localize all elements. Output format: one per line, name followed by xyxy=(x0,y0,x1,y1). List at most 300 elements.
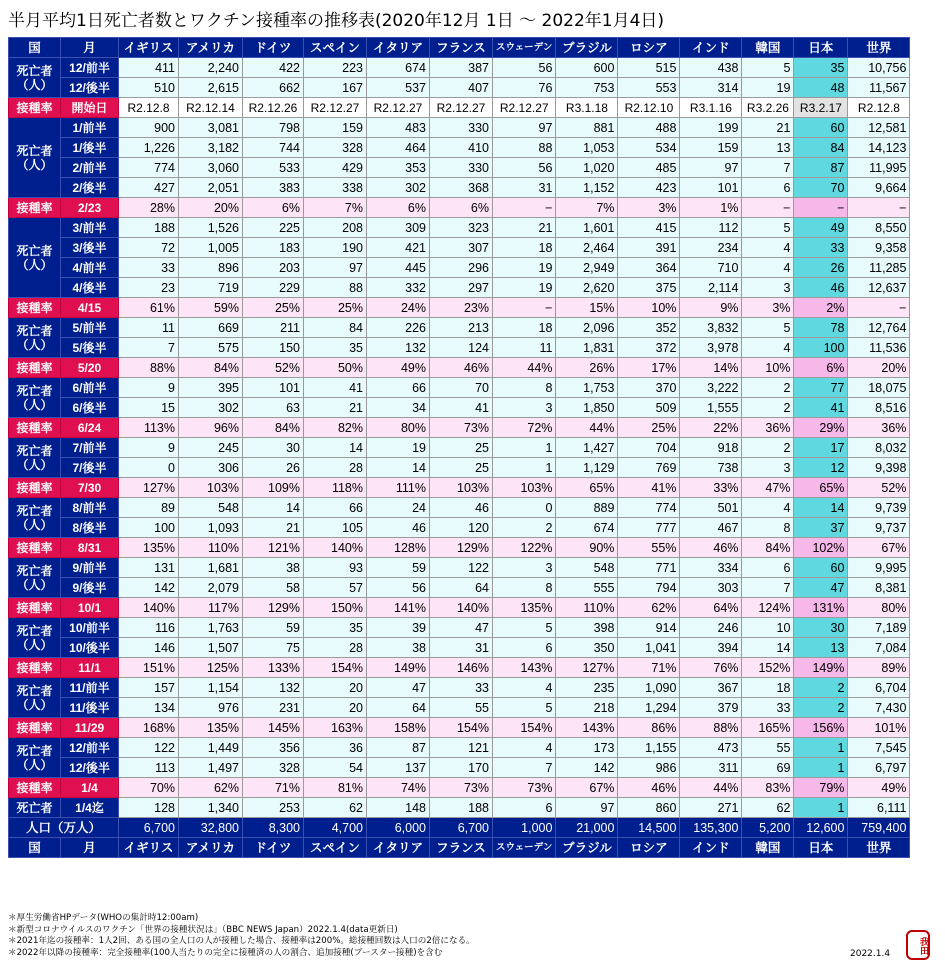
value-cell: 149% xyxy=(367,658,430,678)
value-cell: 156% xyxy=(794,718,848,738)
value-cell: 6% xyxy=(243,198,304,218)
value-cell: 188 xyxy=(119,218,179,238)
value-cell: 744 xyxy=(243,138,304,158)
header-country-name: スペイン xyxy=(304,38,367,58)
value-cell: 662 xyxy=(243,78,304,98)
value-cell: 1 xyxy=(794,758,848,778)
value-cell: 131 xyxy=(119,558,179,578)
value-cell: 2 xyxy=(742,398,794,418)
value-cell: 297 xyxy=(430,278,493,298)
value-cell: 165% xyxy=(742,718,794,738)
value-cell: 1,129 xyxy=(556,458,618,478)
value-cell: 423 xyxy=(618,178,680,198)
value-cell: 62 xyxy=(304,798,367,818)
value-cell: 2 xyxy=(742,378,794,398)
value-cell: 90% xyxy=(556,538,618,558)
value-cell: R2.12.27 xyxy=(430,98,493,118)
value-cell: 103% xyxy=(430,478,493,498)
value-cell: 97 xyxy=(493,118,556,138)
value-cell: 3 xyxy=(493,398,556,418)
header-country-name: インド xyxy=(680,38,742,58)
value-cell: 62 xyxy=(742,798,794,818)
value-cell: 19 xyxy=(367,438,430,458)
value-cell: 101 xyxy=(680,178,742,198)
value-cell: 234 xyxy=(680,238,742,258)
value-cell: 12,581 xyxy=(848,118,910,138)
value-cell: 52% xyxy=(848,478,910,498)
author-seal: 我田 xyxy=(906,930,930,960)
value-cell: 21 xyxy=(243,518,304,538)
death-row xyxy=(9,158,910,178)
value-cell: 6,700 xyxy=(430,818,493,838)
header-country-name: イタリア xyxy=(367,38,430,58)
value-cell: 328 xyxy=(304,138,367,158)
value-cell: 7 xyxy=(742,578,794,598)
value-cell: 4 xyxy=(742,238,794,258)
value-cell: 8 xyxy=(493,378,556,398)
category-label: 死亡者 （人） xyxy=(16,503,53,532)
value-cell: 79% xyxy=(794,778,848,798)
value-cell: 44% xyxy=(680,778,742,798)
value-cell: 142 xyxy=(556,758,618,778)
category-label: 死亡者 （人） xyxy=(16,623,53,652)
death-row xyxy=(9,438,910,458)
value-cell: 759,400 xyxy=(848,818,910,838)
value-cell: 5 xyxy=(493,698,556,718)
header-country-name: インド xyxy=(680,838,742,858)
value-cell: 18,075 xyxy=(848,378,910,398)
value-cell: 383 xyxy=(243,178,304,198)
period-label: 11/後半 xyxy=(61,698,119,718)
value-cell: 719 xyxy=(179,278,243,298)
value-cell: 163% xyxy=(304,718,367,738)
footnote: ＊新型コロナウイルスのワクチン「世界の接種状況は」（BBC NEWS Japan）2022.1.4(data更新日) xyxy=(8,924,398,935)
value-cell: 387 xyxy=(430,58,493,78)
value-cell: 367 xyxy=(680,678,742,698)
header-country-name: 日本 xyxy=(794,38,848,58)
value-cell: 3,978 xyxy=(680,338,742,358)
value-cell: 35 xyxy=(794,58,848,78)
value-cell: 36 xyxy=(304,738,367,758)
value-cell: 1,427 xyxy=(556,438,618,458)
value-cell: 52% xyxy=(243,358,304,378)
value-cell: 771 xyxy=(618,558,680,578)
value-cell: 26 xyxy=(794,258,848,278)
vaccination-row xyxy=(9,198,910,218)
value-cell: 395 xyxy=(179,378,243,398)
value-cell: 394 xyxy=(680,638,742,658)
value-cell: 353 xyxy=(367,158,430,178)
footnote: ＊2022年以降の接種率：完全接種率(100人当たりの完全に接種済の人の割合、追加接種(ブースター接種)を含む xyxy=(8,947,443,958)
value-cell: 41 xyxy=(304,378,367,398)
value-cell: 24% xyxy=(367,298,430,318)
period-label: 3/後半 xyxy=(61,238,119,258)
value-cell: 62% xyxy=(618,598,680,618)
value-cell: 467 xyxy=(680,518,742,538)
category-deaths xyxy=(9,738,61,778)
header-country-name: ブラジル xyxy=(556,838,618,858)
value-cell: 3% xyxy=(618,198,680,218)
value-cell: 28 xyxy=(304,638,367,658)
category-vaccination: 接種率 xyxy=(9,658,61,678)
value-cell: 311 xyxy=(680,758,742,778)
value-cell: 303 xyxy=(680,578,742,598)
value-cell: 83% xyxy=(742,778,794,798)
value-cell: 20 xyxy=(304,698,367,718)
value-cell: R2.12.14 xyxy=(179,98,243,118)
period-label: 9/後半 xyxy=(61,578,119,598)
value-cell: 674 xyxy=(367,58,430,78)
death-row xyxy=(9,498,910,518)
value-cell: 900 xyxy=(119,118,179,138)
value-cell: 0 xyxy=(119,458,179,478)
value-cell: 149% xyxy=(794,658,848,678)
statistics-table xyxy=(8,37,910,858)
header-country-name: フランス xyxy=(430,838,493,858)
value-cell: 1,753 xyxy=(556,378,618,398)
vaccination-row xyxy=(9,358,910,378)
start-date-row xyxy=(9,98,910,118)
value-cell: 25% xyxy=(304,298,367,318)
value-cell: 44% xyxy=(556,418,618,438)
value-cell: 2 xyxy=(493,518,556,538)
period-label: 開始日 xyxy=(61,98,119,118)
value-cell: 38 xyxy=(367,638,430,658)
value-cell: 231 xyxy=(243,698,304,718)
value-cell: 84% xyxy=(742,538,794,558)
value-cell: 70 xyxy=(430,378,493,398)
value-cell: 338 xyxy=(304,178,367,198)
value-cell: 12,637 xyxy=(848,278,910,298)
value-cell: 575 xyxy=(179,338,243,358)
value-cell: 140% xyxy=(430,598,493,618)
value-cell: 64% xyxy=(680,598,742,618)
value-cell: − xyxy=(848,298,910,318)
value-cell: 61% xyxy=(119,298,179,318)
period-label: 1/前半 xyxy=(61,118,119,138)
value-cell: 87 xyxy=(794,158,848,178)
value-cell: − xyxy=(794,198,848,218)
header-country-name: アメリカ xyxy=(179,38,243,58)
value-cell: 77 xyxy=(794,378,848,398)
value-cell: 34 xyxy=(367,398,430,418)
header-country-name: イタリア xyxy=(367,838,430,858)
value-cell: 986 xyxy=(618,758,680,778)
value-cell: 18 xyxy=(493,238,556,258)
value-cell: 515 xyxy=(618,58,680,78)
value-cell: R2.12.27 xyxy=(493,98,556,118)
value-cell: 2% xyxy=(794,298,848,318)
value-cell: 5 xyxy=(493,618,556,638)
value-cell: 2,240 xyxy=(179,58,243,78)
value-cell: 407 xyxy=(430,78,493,98)
value-cell: 533 xyxy=(243,158,304,178)
value-cell: 6 xyxy=(493,638,556,658)
value-cell: 12,764 xyxy=(848,318,910,338)
value-cell: 122 xyxy=(430,558,493,578)
value-cell: 422 xyxy=(243,58,304,78)
value-cell: 9 xyxy=(119,438,179,458)
value-cell: 64 xyxy=(430,578,493,598)
value-cell: 21,000 xyxy=(556,818,618,838)
value-cell: 23% xyxy=(430,298,493,318)
value-cell: 135% xyxy=(119,538,179,558)
value-cell: 87 xyxy=(367,738,430,758)
value-cell: 84% xyxy=(179,358,243,378)
value-cell: 18 xyxy=(493,318,556,338)
value-cell: 73% xyxy=(493,778,556,798)
period-label: 12/前半 xyxy=(61,738,119,758)
value-cell: 33 xyxy=(794,238,848,258)
value-cell: 9,739 xyxy=(848,498,910,518)
value-cell: 137 xyxy=(367,758,430,778)
value-cell: 674 xyxy=(556,518,618,538)
value-cell: 2,079 xyxy=(179,578,243,598)
value-cell: 154% xyxy=(493,718,556,738)
value-cell: 7 xyxy=(742,158,794,178)
value-cell: 39 xyxy=(367,618,430,638)
value-cell: 78 xyxy=(794,318,848,338)
value-cell: 2,114 xyxy=(680,278,742,298)
value-cell: 7% xyxy=(556,198,618,218)
value-cell: 128% xyxy=(367,538,430,558)
value-cell: 70% xyxy=(119,778,179,798)
period-label: 3/前半 xyxy=(61,218,119,238)
value-cell: 183 xyxy=(243,238,304,258)
value-cell: 72 xyxy=(119,238,179,258)
value-cell: 150% xyxy=(304,598,367,618)
period-label: 2/後半 xyxy=(61,178,119,198)
value-cell: 7,189 xyxy=(848,618,910,638)
value-cell: 5 xyxy=(742,218,794,238)
value-cell: 302 xyxy=(179,398,243,418)
value-cell: 555 xyxy=(556,578,618,598)
death-row xyxy=(9,558,910,578)
death-row xyxy=(9,58,910,78)
value-cell: 1,155 xyxy=(618,738,680,758)
value-cell: 26 xyxy=(243,458,304,478)
value-cell: 65% xyxy=(556,478,618,498)
period-label: 7/前半 xyxy=(61,438,119,458)
value-cell: 31 xyxy=(493,178,556,198)
value-cell: 4 xyxy=(742,498,794,518)
death-row xyxy=(9,378,910,398)
vaccination-row xyxy=(9,658,910,678)
period-label: 8/31 xyxy=(61,538,119,558)
header-country-name: アメリカ xyxy=(179,838,243,858)
header-country-name: イギリス xyxy=(119,38,179,58)
value-cell: 100 xyxy=(794,338,848,358)
value-cell: 976 xyxy=(179,698,243,718)
value-cell: 84 xyxy=(794,138,848,158)
value-cell: 23 xyxy=(119,278,179,298)
value-cell: 1,831 xyxy=(556,338,618,358)
value-cell: 135% xyxy=(179,718,243,738)
period-label: 7/30 xyxy=(61,478,119,498)
value-cell: 127% xyxy=(556,658,618,678)
value-cell: 1,601 xyxy=(556,218,618,238)
value-cell: 152% xyxy=(742,658,794,678)
category-deaths xyxy=(9,218,61,298)
death-row xyxy=(9,518,910,538)
value-cell: 548 xyxy=(556,558,618,578)
value-cell: 229 xyxy=(243,278,304,298)
value-cell: 8,381 xyxy=(848,578,910,598)
death-row xyxy=(9,78,910,98)
value-cell: 11,567 xyxy=(848,78,910,98)
value-cell: 121 xyxy=(430,738,493,758)
value-cell: 44% xyxy=(493,358,556,378)
value-cell: 9% xyxy=(680,298,742,318)
value-cell: R2.12.8 xyxy=(848,98,910,118)
value-cell: 2,620 xyxy=(556,278,618,298)
value-cell: 88% xyxy=(680,718,742,738)
value-cell: 37 xyxy=(794,518,848,538)
value-cell: 379 xyxy=(680,698,742,718)
header-country-name: フランス xyxy=(430,38,493,58)
value-cell: 246 xyxy=(680,618,742,638)
death-row xyxy=(9,398,910,418)
value-cell: 537 xyxy=(367,78,430,98)
value-cell: 190 xyxy=(304,238,367,258)
value-cell: 14 xyxy=(794,498,848,518)
header-country-name: ドイツ xyxy=(243,38,304,58)
value-cell: 9,398 xyxy=(848,458,910,478)
value-cell: 9,737 xyxy=(848,518,910,538)
death-row xyxy=(9,318,910,338)
value-cell: 271 xyxy=(680,798,742,818)
period-label: 8/前半 xyxy=(61,498,119,518)
category-deaths xyxy=(9,318,61,358)
value-cell: 47 xyxy=(367,678,430,698)
value-cell: 146 xyxy=(119,638,179,658)
value-cell: 323 xyxy=(430,218,493,238)
value-cell: 3,182 xyxy=(179,138,243,158)
value-cell: R3.2.17 xyxy=(794,98,848,118)
value-cell: 25 xyxy=(430,438,493,458)
value-cell: 6 xyxy=(493,798,556,818)
value-cell: 28% xyxy=(119,198,179,218)
value-cell: 35 xyxy=(304,618,367,638)
category-vaccination: 接種率 xyxy=(9,778,61,798)
value-cell: 769 xyxy=(618,458,680,478)
value-cell: 128 xyxy=(119,798,179,818)
value-cell: 100 xyxy=(119,518,179,538)
value-cell: 1 xyxy=(794,738,848,758)
period-label: 6/24 xyxy=(61,418,119,438)
value-cell: R3.1.18 xyxy=(556,98,618,118)
period-label: 11/1 xyxy=(61,658,119,678)
value-cell: 168% xyxy=(119,718,179,738)
header-country-name: スウェーデン xyxy=(493,38,556,58)
value-cell: 7 xyxy=(493,758,556,778)
vaccination-row xyxy=(9,298,910,318)
value-cell: 10 xyxy=(742,618,794,638)
value-cell: 398 xyxy=(556,618,618,638)
vaccination-row xyxy=(9,538,910,558)
value-cell: 96% xyxy=(179,418,243,438)
value-cell: 56 xyxy=(493,58,556,78)
value-cell: 6 xyxy=(742,558,794,578)
value-cell: 84 xyxy=(304,318,367,338)
value-cell: 553 xyxy=(618,78,680,98)
value-cell: 306 xyxy=(179,458,243,478)
value-cell: 55 xyxy=(742,738,794,758)
value-cell: 1,526 xyxy=(179,218,243,238)
category-deaths xyxy=(9,438,61,478)
value-cell: 88 xyxy=(493,138,556,158)
period-label: 4/後半 xyxy=(61,278,119,298)
value-cell: 14 xyxy=(742,638,794,658)
value-cell: 141% xyxy=(367,598,430,618)
period-label: 4/前半 xyxy=(61,258,119,278)
value-cell: 245 xyxy=(179,438,243,458)
value-cell: 2 xyxy=(794,698,848,718)
value-cell: 10% xyxy=(618,298,680,318)
value-cell: 188 xyxy=(430,798,493,818)
value-cell: 59% xyxy=(179,298,243,318)
value-cell: 6,700 xyxy=(119,818,179,838)
value-cell: 6% xyxy=(794,358,848,378)
value-cell: 30 xyxy=(794,618,848,638)
value-cell: 49% xyxy=(848,778,910,798)
value-cell: 140% xyxy=(119,598,179,618)
value-cell: 226 xyxy=(367,318,430,338)
death-row xyxy=(9,218,910,238)
value-cell: 129% xyxy=(430,538,493,558)
value-cell: 111% xyxy=(367,478,430,498)
value-cell: 122 xyxy=(119,738,179,758)
value-cell: 28 xyxy=(304,458,367,478)
category-vaccination: 接種率 xyxy=(9,538,61,558)
value-cell: R2.12.10 xyxy=(618,98,680,118)
value-cell: 84% xyxy=(243,418,304,438)
value-cell: 1,005 xyxy=(179,238,243,258)
value-cell: 46 xyxy=(367,518,430,538)
value-cell: 918 xyxy=(680,438,742,458)
value-cell: 1,763 xyxy=(179,618,243,638)
value-cell: 3% xyxy=(742,298,794,318)
value-cell: 330 xyxy=(430,158,493,178)
value-cell: 4 xyxy=(493,738,556,758)
value-cell: 121% xyxy=(243,538,304,558)
header-country-name: スウェーデン xyxy=(493,838,556,858)
value-cell: 9,358 xyxy=(848,238,910,258)
value-cell: 73% xyxy=(430,778,493,798)
category-label: 死亡者 （人） xyxy=(16,323,53,352)
value-cell: 2,615 xyxy=(179,78,243,98)
value-cell: 146% xyxy=(430,658,493,678)
value-cell: 47 xyxy=(794,578,848,598)
period-label: 4/15 xyxy=(61,298,119,318)
value-cell: 1,850 xyxy=(556,398,618,418)
value-cell: 485 xyxy=(618,158,680,178)
period-label: 9/前半 xyxy=(61,558,119,578)
value-cell: 1,053 xyxy=(556,138,618,158)
value-cell: 18 xyxy=(742,678,794,698)
value-cell: 794 xyxy=(618,578,680,598)
value-cell: 14% xyxy=(680,358,742,378)
value-cell: 13 xyxy=(794,638,848,658)
value-cell: 46% xyxy=(680,538,742,558)
category-label: 死亡者 （人） xyxy=(16,383,53,412)
value-cell: 54 xyxy=(304,758,367,778)
value-cell: 208 xyxy=(304,218,367,238)
category-vaccination: 接種率 xyxy=(9,478,61,498)
category-label: 死亡者 （人） xyxy=(16,563,53,592)
value-cell: 36% xyxy=(848,418,910,438)
value-cell: 438 xyxy=(680,58,742,78)
